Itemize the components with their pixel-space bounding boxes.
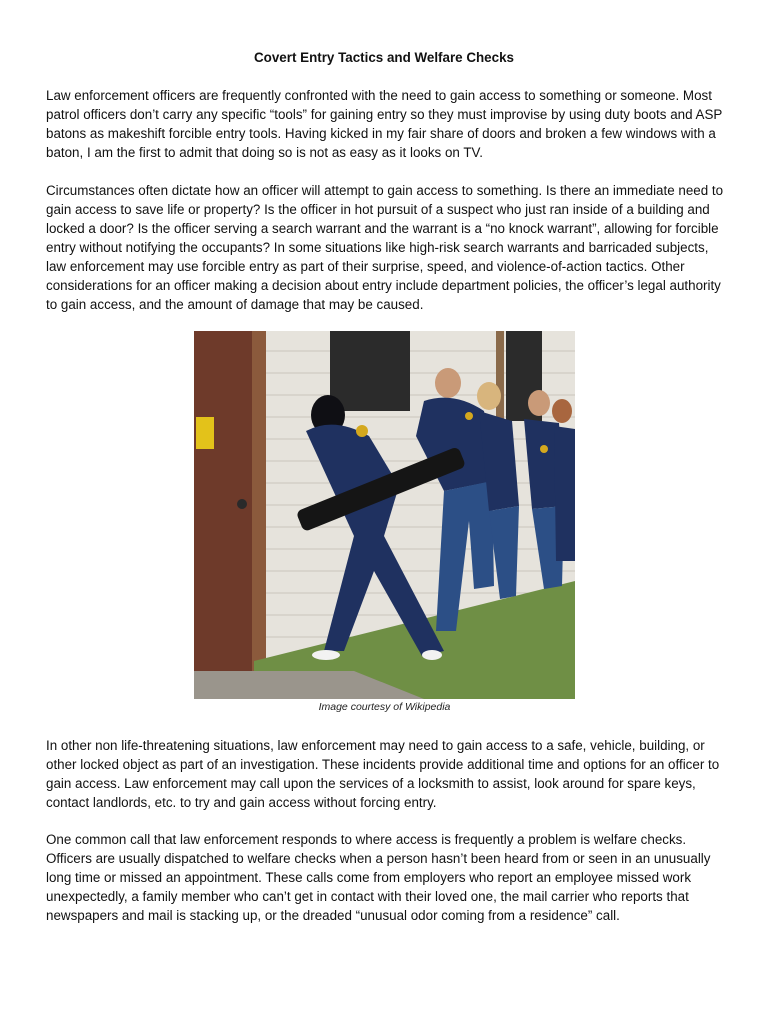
photo-caption: Image courtesy of Wikipedia [318,701,451,713]
paragraph-intro: Law enforcement officers are frequently confronted with the need to gain access to something or someone. Most patrol officers don’t carry any specific “tools” for gaining entry so they must improvise by using duty boots and ASP batons as makeshift forcible entry tools. Having kicked in my fair share of doors and broken a few windows with a baton, I am the first to admit that doing so is not as easy as it looks on TV. [46,88,723,160]
entry-team-photo [194,331,575,699]
paragraph-welfare-checks: One common call that law enforcement responds to where access is frequently a problem is welfare checks. Officers are usually dispatched to welfare checks when a person hasn’t been heard from or seen in an unusually long time or missed an appointment. These calls come from employers who report an employee missed work unexpectedly, a family member who can’t get in contact with their loved one, the mail carrier who reports that newspapers and mail is stacking up, or the dreaded “unusual odor coming from a residence” call. [46,832,711,923]
document-title: Covert Entry Tactics and Welfare Checks [254,50,514,65]
paragraph-circumstances: Circumstances often dictate how an officer will attempt to gain access to something. Is there an immediate need to gain access to save life or property? Is the officer in hot pursuit of a suspect who just ran inside of a building and locked a door? Is the officer serving a search warrant and the warrant is a “no knock warrant”, allowing for forcible entry without notifying the occupants? In some situations like high-risk search warrants and barricaded subjects, law enforcement may use forcible entry as part of their surprise, speed, and violence-of-action tactics. Other considerations for an officer making a decision about entry include department policies, the officer’s legal authority to gain access, and the amount of damage that may be caused. [46,183,724,312]
paragraph-non-life-threatening: In other non life-threatening situations, law enforcement may need to gain access to a safe, vehicle, building, or other locked object as part of an investigation. These incidents provide additional time and options for an officer to gain access. Law enforcement may call upon the services of a locksmith to assist, look around for spare keys, contact landlords, etc. to try and gain access without forcing entry. [46,738,720,810]
